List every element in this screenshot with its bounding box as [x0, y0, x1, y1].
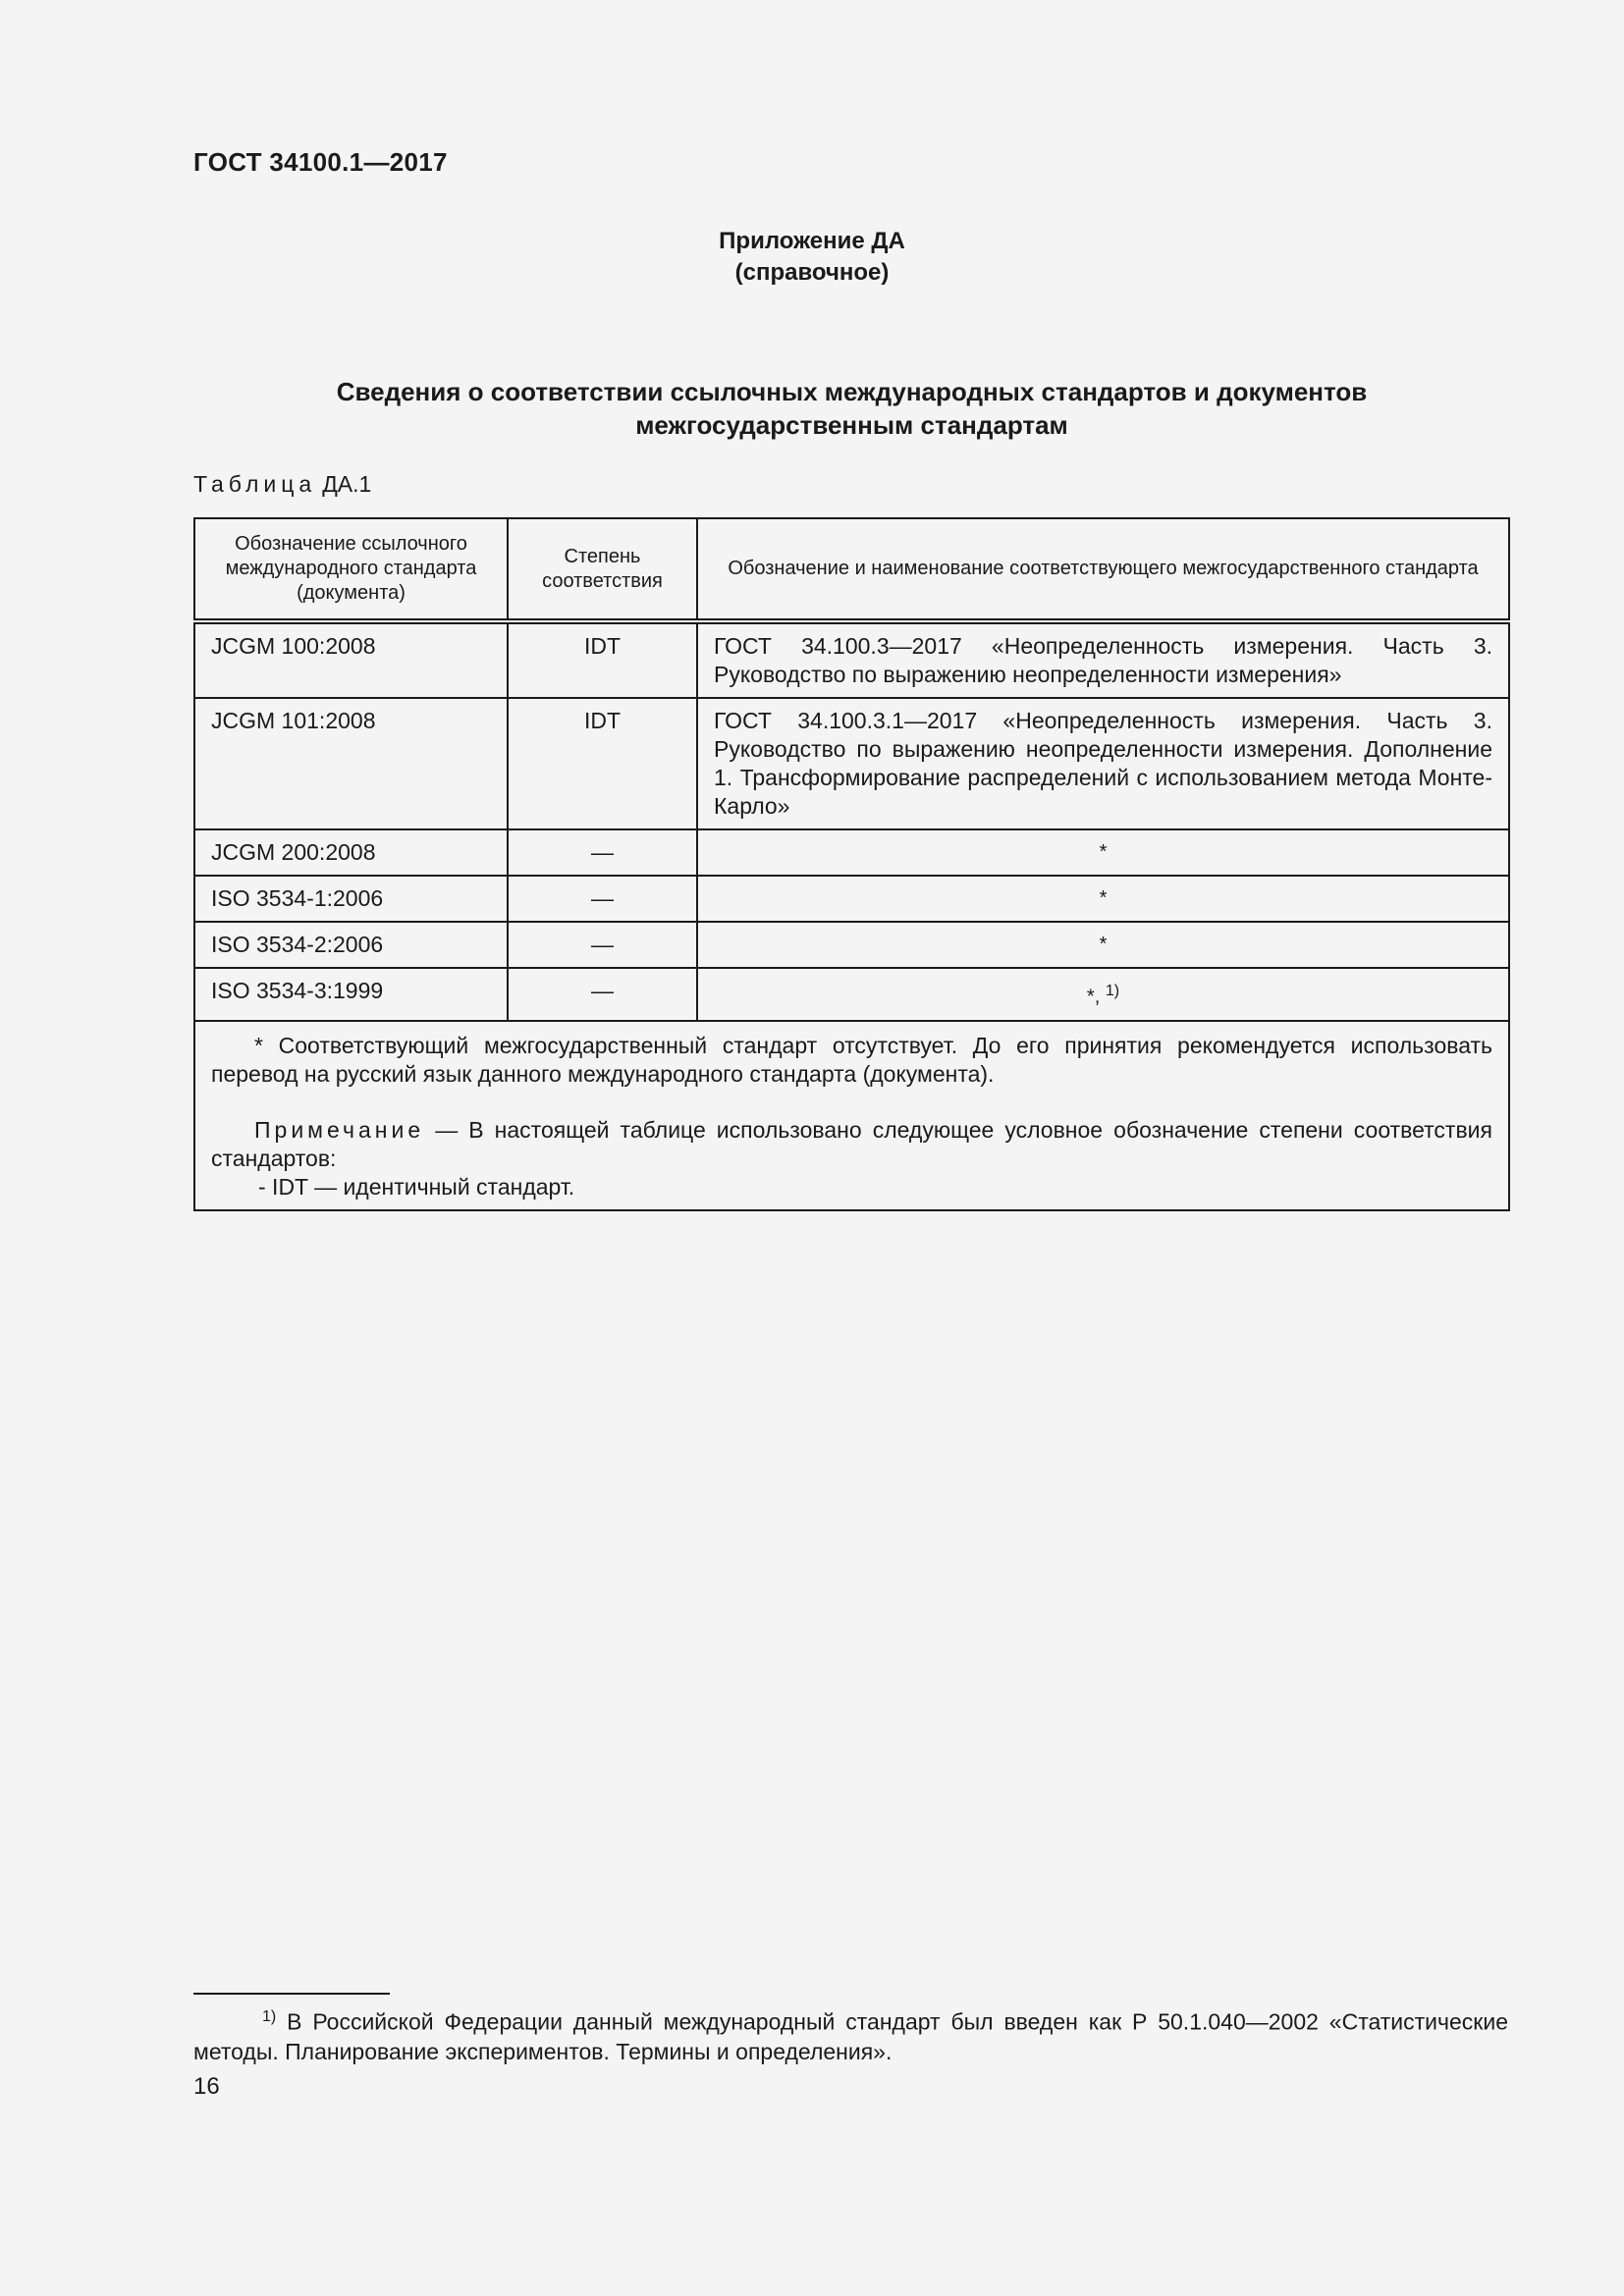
table-row — [194, 876, 1509, 922]
footnote-text: В Российской Федерации данный международный стандарт был введен как Р 50.1.040—2002 «Статистические методы. Планирование экспериментов. Термины и определения». — [193, 2008, 1508, 2064]
table-row — [194, 922, 1509, 968]
cell-reference: JCGM 200:2008 — [194, 829, 508, 876]
cell-standard: * — [697, 829, 1509, 876]
table-row — [194, 829, 1509, 876]
note-text: — В настоящей таблице использовано следующее условное обозначение степени соответствия стандартов: — [211, 1116, 1492, 1171]
cell-standard: * — [697, 876, 1509, 922]
cell-reference: JCGM 101:2008 — [194, 698, 508, 829]
cell-reference: ISO 3534-2:2006 — [194, 922, 508, 968]
section-heading — [196, 375, 1507, 442]
cell-reference: ISO 3534-3:1999 — [194, 968, 508, 1021]
section-heading-line-1: Сведения о соответствии ссылочных международных стандартов и документов — [336, 377, 1368, 406]
note-label: Примечание — [254, 1116, 425, 1143]
section-heading-line-2: межгосударственным стандартам — [635, 410, 1068, 440]
table-notes-row — [194, 1021, 1509, 1210]
table-row — [194, 698, 1509, 829]
table-caption-number: ДА.1 — [322, 471, 372, 497]
page-footnote — [193, 2002, 1508, 2066]
cell-standard-star: *, — [1086, 986, 1101, 1008]
cell-degree: — — [508, 968, 697, 1021]
appendix-type: (справочное) — [734, 259, 890, 286]
table-caption-word: Таблица — [193, 471, 317, 497]
cell-standard — [697, 968, 1509, 1021]
footnote-marker: 1) — [262, 2008, 277, 2025]
cell-standard: ГОСТ 34.100.3.1—2017 «Неопределенность измерения. Часть 3. Руководство по выражению неопределенности измерения. Дополнение 1. Трансформирование распределений с использованием метода Монте-Карло» — [697, 698, 1509, 829]
cell-degree: — — [508, 876, 697, 922]
cell-reference: ISO 3534-1:2006 — [194, 876, 508, 922]
table-caption — [193, 471, 371, 498]
cell-degree: IDT — [508, 698, 697, 829]
star-footnote: * Соответствующий межгосударственный стандарт отсутствует. До его принятия рекомендуется использовать перевод на русский язык данного международного стандарта (документа). — [211, 1032, 1492, 1087]
note-item-idt: - IDT — идентичный стандарт. — [258, 1173, 575, 1200]
column-header-reference: Обозначение ссылочного международного стандарта (документа) — [194, 518, 508, 621]
column-header-degree: Степень соответствия — [508, 518, 697, 621]
footnote-reference: 1) — [1105, 983, 1120, 999]
table-header-row — [194, 518, 1509, 621]
table-row — [194, 968, 1509, 1021]
document-code: ГОСТ 34100.1—2017 — [193, 147, 448, 177]
appendix-title-block — [0, 226, 1624, 289]
page-number: 16 — [193, 2073, 220, 2100]
column-header-standard: Обозначение и наименование соответствующего межгосударственного стандарта — [697, 518, 1509, 621]
correspondence-table — [193, 517, 1510, 1211]
cell-degree: — — [508, 829, 697, 876]
table-note — [211, 1116, 1492, 1173]
footnote-divider — [193, 1993, 390, 1995]
cell-standard: * — [697, 922, 1509, 968]
cell-standard: ГОСТ 34.100.3—2017 «Неопределенность измерения. Часть 3. Руководство по выражению неопределенности измерения» — [697, 621, 1509, 698]
table-row — [194, 621, 1509, 698]
cell-degree: — — [508, 922, 697, 968]
cell-degree: IDT — [508, 621, 697, 698]
cell-reference: JCGM 100:2008 — [194, 621, 508, 698]
appendix-title: Приложение ДА — [719, 228, 905, 254]
table-notes — [194, 1021, 1509, 1210]
